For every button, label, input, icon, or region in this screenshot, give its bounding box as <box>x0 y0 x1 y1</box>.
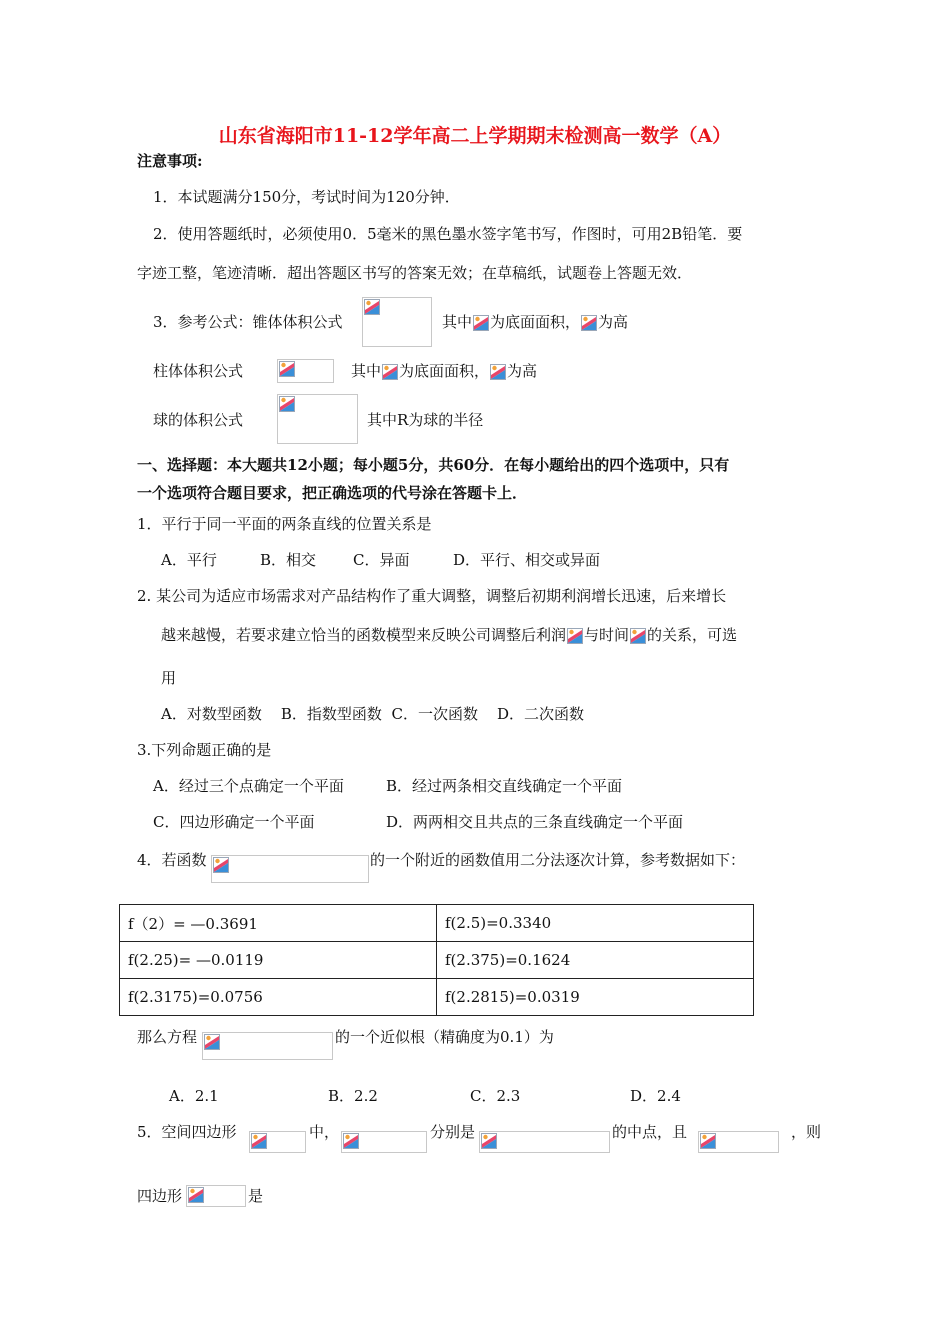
table-cell: f(2.3175)=0.0756 <box>120 979 437 1016</box>
broken-image-icon <box>213 857 229 873</box>
question-5-e: ，则 <box>791 1123 822 1141</box>
equation-image <box>202 1032 333 1060</box>
question-4-stem-b: 的一个附近的函数值用二分法逐次计算，参考数据如下： <box>370 851 746 869</box>
quadrilateral-name-image <box>186 1185 246 1207</box>
height-symbol-image <box>580 314 598 332</box>
bisection-data-table <box>119 904 754 1016</box>
question-1-option-b: B．相交 <box>260 551 317 569</box>
cone-formula-image <box>362 297 432 347</box>
broken-image-icon <box>343 1133 359 1149</box>
broken-image-icon <box>567 628 583 644</box>
points-image <box>341 1131 427 1153</box>
broken-image-icon <box>204 1034 220 1050</box>
question-2-options: A．对数型函数 B．指数型函数 C．一次函数 D．二次函数 <box>161 705 585 723</box>
question-3-option-b: B．经过两条相交直线确定一个平面 <box>386 777 623 795</box>
question-1-option-a: A．平行 <box>161 551 217 569</box>
note-3-tail-b: 为底面面积， <box>490 313 581 331</box>
broken-image-icon <box>581 315 597 331</box>
note-3-tail-a: 其中 <box>442 313 473 331</box>
question-1-option-c: C．异面 <box>353 551 410 569</box>
broken-image-icon <box>279 361 295 377</box>
profit-symbol-image <box>566 627 584 645</box>
cylinder-formula-image <box>277 359 334 383</box>
cylinder-tail-a: 其中 <box>351 362 382 380</box>
question-5-b: 中， <box>309 1123 340 1141</box>
question-2-stem-line-3: 用 <box>161 669 177 687</box>
note-2-line-1: 2．使用答题纸时，必须使用0．5毫米的黑色墨水签字笔书写，作图时，可用2B铅笔．要 <box>153 225 743 243</box>
broken-image-icon <box>700 1133 716 1149</box>
question-5-c: 分别是 <box>430 1123 476 1141</box>
question-5-g: 是 <box>248 1187 264 1205</box>
question-4-after-a: 那么方程 <box>137 1028 198 1046</box>
table-cell: f(2.5)=0.3340 <box>437 905 754 942</box>
question-3-option-a: A．经过三个点确定一个平面 <box>153 777 344 795</box>
table-cell: f（2）= —0.3691 <box>120 905 437 942</box>
broken-image-icon <box>630 628 646 644</box>
function-formula-image <box>211 855 369 883</box>
section-1-line-2: 一个选项符合题目要求，把正确选项的代号涂在答题卡上． <box>137 484 528 502</box>
sphere-formula-image <box>277 394 358 444</box>
base-area-symbol-image <box>381 363 399 381</box>
broken-image-icon <box>473 315 489 331</box>
sphere-tail: 其中R为球的半径 <box>367 411 484 429</box>
question-4-option-b: B．2.2 <box>328 1087 378 1105</box>
segments-image <box>479 1131 610 1153</box>
note-2-line-2: 字迹工整，笔迹清晰．超出答题区书写的答案无效；在草稿纸，试题卷上答题无效． <box>137 264 693 282</box>
cylinder-tail <box>351 361 537 381</box>
notes-heading: 注意事项: <box>137 152 203 170</box>
question-2-stem-line-2 <box>161 625 737 645</box>
height-symbol-image <box>489 363 507 381</box>
table-row <box>120 905 754 942</box>
broken-image-icon <box>364 299 380 315</box>
base-area-symbol-image <box>472 314 490 332</box>
question-5-f: 四边形 <box>137 1187 183 1205</box>
question-5-a: 5．空间四边形 <box>137 1123 237 1141</box>
broken-image-icon <box>481 1133 497 1149</box>
cylinder-tail-b: 为底面面积， <box>399 362 490 380</box>
question-4-option-c: C．2.3 <box>470 1087 521 1105</box>
cylinder-label: 柱体体积公式 <box>153 362 244 380</box>
question-1-stem: 1．平行于同一平面的两条直线的位置关系是 <box>137 515 432 533</box>
table-cell: f(2.2815)=0.0319 <box>437 979 754 1016</box>
note-3-tail <box>442 312 628 332</box>
question-2-stem-2a: 越来越慢，若要求建立恰当的函数模型来反映公司调整后利润 <box>161 626 567 644</box>
broken-image-icon <box>188 1187 204 1203</box>
note-3-label: 3．参考公式：锥体体积公式 <box>153 313 343 331</box>
question-2-stem-2b: 与时间 <box>584 626 630 644</box>
condition-image <box>698 1131 779 1153</box>
broken-image-icon <box>490 364 506 380</box>
table-row <box>120 942 754 979</box>
question-5-d: 的中点，且 <box>612 1123 688 1141</box>
broken-image-icon <box>382 364 398 380</box>
question-4-option-a: A．2.1 <box>169 1087 219 1105</box>
question-3-stem: 3.下列命题正确的是 <box>137 741 272 759</box>
question-4-after-b: 的一个近似根（精确度为0.1）为 <box>335 1028 554 1046</box>
question-4-stem-a: 4．若函数 <box>137 851 207 869</box>
broken-image-icon <box>251 1133 267 1149</box>
table-cell: f(2.375)=0.1624 <box>437 942 754 979</box>
question-3-option-c: C．四边形确定一个平面 <box>153 813 315 831</box>
time-symbol-image <box>629 627 647 645</box>
quadrilateral-image <box>249 1131 306 1153</box>
note-1: 1．本试题满分150分，考试时间为120分钟． <box>153 188 460 206</box>
section-1-line-1: 一、选择题：本大题共12小题；每小题5分，共60分．在每小题给出的四个选项中，只有 <box>137 456 730 474</box>
sphere-label: 球的体积公式 <box>153 411 244 429</box>
question-1-option-d: D．平行、相交或异面 <box>453 551 601 569</box>
question-2-stem-2c: 的关系，可选 <box>647 626 738 644</box>
table-cell: f(2.25)= —0.0119 <box>120 942 437 979</box>
document-title: 山东省海阳市11-12学年高二上学期期末检测高一数学（A） <box>218 125 732 147</box>
question-4-option-d: D．2.4 <box>630 1087 681 1105</box>
table-row <box>120 979 754 1016</box>
note-3-tail-c: 为高 <box>598 313 629 331</box>
question-3-option-d: D．两两相交且共点的三条直线确定一个平面 <box>386 813 684 831</box>
cylinder-tail-c: 为高 <box>507 362 538 380</box>
broken-image-icon <box>279 396 295 412</box>
question-2-stem-line-1: 2. 某公司为适应市场需求对产品结构作了重大调整，调整后初期利润增长迅速，后来增长 <box>137 587 727 605</box>
